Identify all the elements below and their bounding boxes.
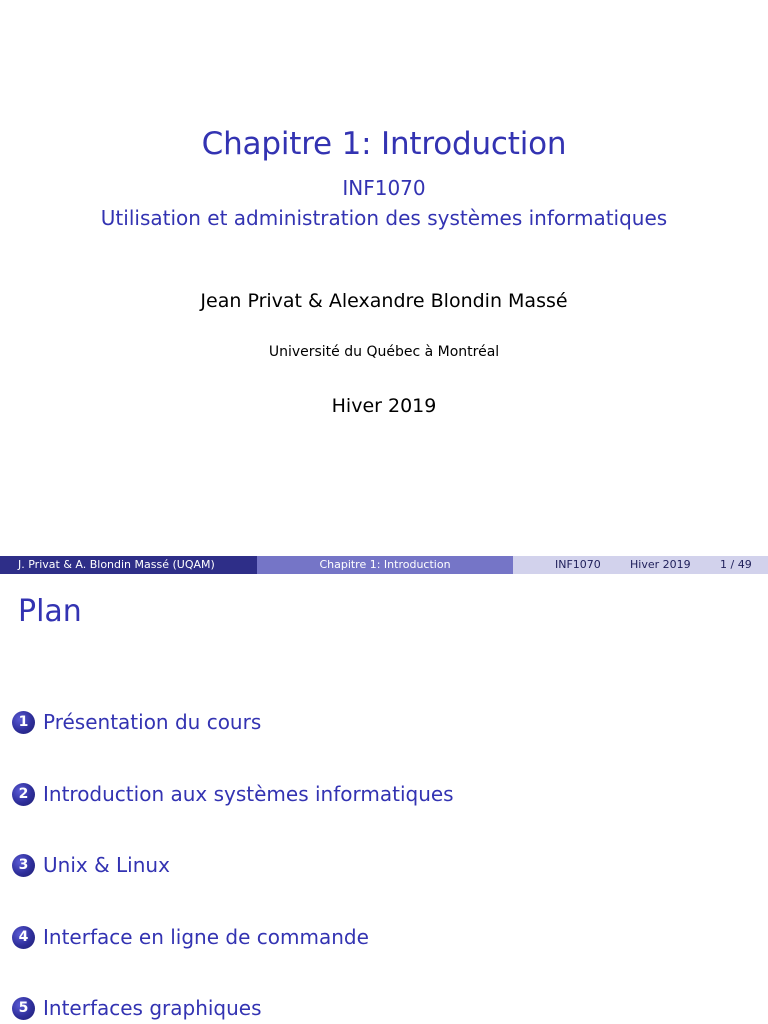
toc-item-1[interactable] — [12, 707, 261, 737]
plan-title: Plan — [18, 594, 82, 629]
toc-label-5: Interfaces graphiques — [43, 996, 262, 1020]
toc-item-2[interactable] — [12, 779, 454, 809]
toc-label-3: Unix & Linux — [43, 853, 170, 877]
institute: Université du Québec à Montréal — [268, 344, 500, 360]
toc-number-3: 3 — [12, 854, 35, 877]
toc-label-1: Présentation du cours — [43, 710, 262, 734]
toc-label-2: Introduction aux systèmes informatiques — [43, 782, 454, 806]
footline-title-box — [257, 556, 513, 574]
date: Hiver 2019 — [331, 395, 437, 417]
slide-title: Chapitre 1: Introduction — [201, 126, 567, 162]
footline-date: Hiver 2019 — [630, 558, 691, 571]
course-code: INF1070 — [342, 176, 426, 200]
course-name: Utilisation et administration des systèmes informatiques — [100, 206, 668, 230]
toc-number-2: 2 — [12, 783, 35, 806]
footline-author: J. Privat & A. Blondin Massé (UQAM) — [18, 558, 215, 571]
toc-number-5: 5 — [12, 997, 35, 1020]
toc-item-5[interactable] — [12, 993, 262, 1023]
toc-item-3[interactable] — [12, 850, 170, 880]
plan-slide — [0, 574, 768, 1024]
footline-title: Chapitre 1: Introduction — [319, 558, 451, 571]
authors: Jean Privat & Alexandre Blondin Massé — [200, 290, 568, 312]
footline-author-box — [0, 556, 257, 574]
toc-label-4: Interface en ligne de commande — [43, 925, 369, 949]
toc-item-4[interactable] — [12, 922, 369, 952]
footline-page: 1 / 49 — [720, 558, 752, 571]
toc-number-1: 1 — [12, 711, 35, 734]
footline-info-box — [513, 556, 768, 574]
footline — [0, 556, 768, 574]
toc-number-4: 4 — [12, 926, 35, 949]
footline-course: INF1070 — [555, 558, 601, 571]
